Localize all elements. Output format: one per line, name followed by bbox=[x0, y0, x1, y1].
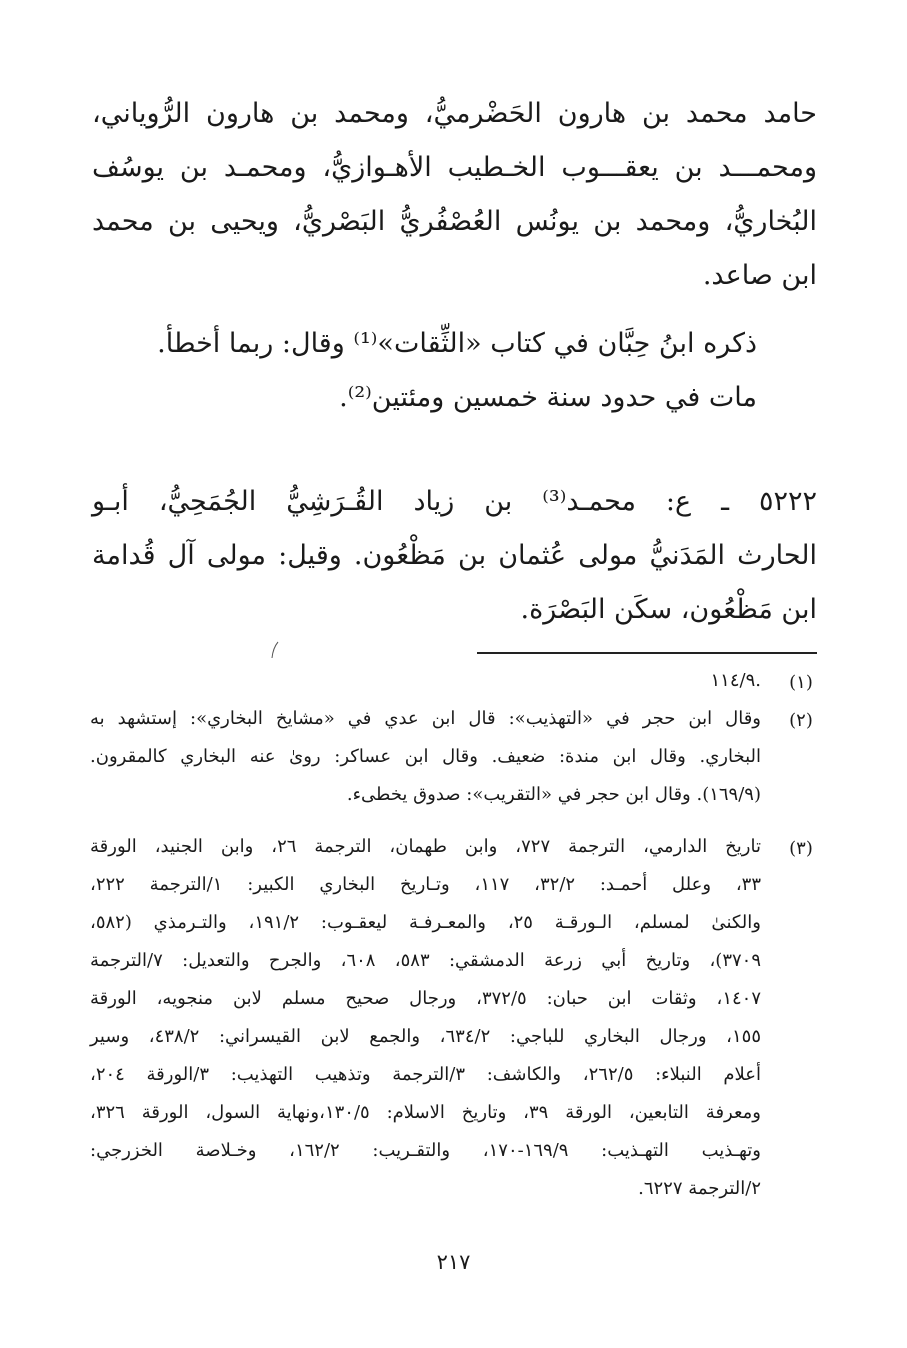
footnote-line: ومعرفة التابعين، الورقة ٣٩، وتاريخ الاسلام: ١٣٠/٥،ونهاية السول، الورقة ٣٢٦، bbox=[90, 1102, 762, 1123]
footnote-number: (٢) bbox=[789, 710, 813, 731]
footnote-line: ٣٣، وعلل أحمـد: ٣٢/٢، ١١٧، وتـاريخ البخاري الكبير: ١/الترجمة ٢٢٢، bbox=[90, 874, 761, 895]
footnote-line: ١٥٥، ورجال البخاري للباجي: ٦٣٤/٢، والجمع لابن القيسراني: ٤٣٨/٢، وسير bbox=[90, 1026, 762, 1047]
main-text-line: ومحمـــد بن يعقـــوب الخـطيب الأهـوازيُّ، ومحمـد بن يوسُف bbox=[92, 152, 817, 183]
footnote-line: (١٦٩/٩). وقال ابن حجر في «التقريب»: صدوق يخطىء. bbox=[346, 784, 761, 805]
footnote-line: البخاري. وقال ابن مندة: ضعيف. وقال ابن عساكر: روىٰ عنه البخاري كالمقرون. bbox=[90, 746, 761, 767]
footnote-line: وتهـذيب التهـذيب: ١٦٩/٩-١٧٠، والتقـريب: ١٦٢/٢، وخـلاصة الخزرجي: bbox=[90, 1140, 761, 1161]
page-number: ٢١٧ bbox=[436, 1250, 471, 1274]
main-text-line: الحارث المَدَنيُّ مولى عُثمان بن مَظْعُون. وقيل: مولى آل قُدامة bbox=[92, 540, 817, 571]
footnote-separator bbox=[477, 652, 817, 654]
main-text-line: البُخاريُّ، ومحمد بن يونُس العُصْفُريُّ البَصْريُّ، ويحيى بن محمد bbox=[92, 206, 817, 237]
footnote-line: .١١٤/٩ bbox=[710, 670, 761, 691]
main-text-line: ابن صاعد. bbox=[702, 260, 817, 291]
footnote-line: ٢/الترجمة ٦٢٢٧. bbox=[638, 1178, 761, 1199]
main-text-line: ذكره ابنُ حِبَّان في كتاب «الثِّقات»⁽¹⁾ وقال: ربما أخطأ. bbox=[157, 328, 757, 359]
footnote-number: (١) bbox=[789, 672, 813, 693]
footnote-line: أعلام النبلاء: ٢٦٢/٥، والكاشف: ٣/الترجمة وتذهيب التهذيب: ٣/الورقة ٢٠٤، bbox=[90, 1064, 762, 1085]
stray-mark-icon bbox=[270, 640, 280, 660]
footnote-number: (٣) bbox=[789, 838, 813, 859]
entry-heading-line: ٥٢٢٢ ـ ع: محمـد⁽³⁾ بن زياد القُـرَشِيُّ الجُمَحِيُّ، أبـو bbox=[92, 486, 817, 517]
footnote-line: وقال ابن حجر في «التهذيب»: قال ابن عدي في «مشايخ البخاري»: إستشهد به bbox=[90, 708, 761, 729]
footnote-line: ١٤٠٧، وثقات ابن حبان: ٣٧٢/٥، ورجال صحيح مسلم لابن منجويه، الورقة bbox=[90, 988, 761, 1009]
footnote-line: تاريخ الدارمي، الترجمة ٧٢٧، وابن طهمان، الترجمة ٢٦، وابن الجنيد، الورقة bbox=[90, 836, 761, 857]
footnote-line: والكنىٰ لمسلم، الـورقـة ٢٥، والمعـرفـة ليعقـوب: ١٩١/٢، والتـرمذي (٥٨٢، bbox=[90, 912, 761, 933]
main-text-line: حامد محمد بن هارون الحَضْرميُّ، ومحمد بن هارون الرُّوياني، bbox=[92, 98, 817, 129]
main-text-line: مات في حدود سنة خمسين ومئتين⁽²⁾. bbox=[339, 382, 757, 413]
footnote-line: ٣٧٠٩)، وتاريخ أبي زرعة الدمشقي: ٥٨٣، ٦٠٨، والجرح والتعديل: ٧/الترجمة bbox=[90, 950, 761, 971]
main-text-line: ابن مَظْعُون، سكَن البَصْرَة. bbox=[520, 594, 817, 625]
